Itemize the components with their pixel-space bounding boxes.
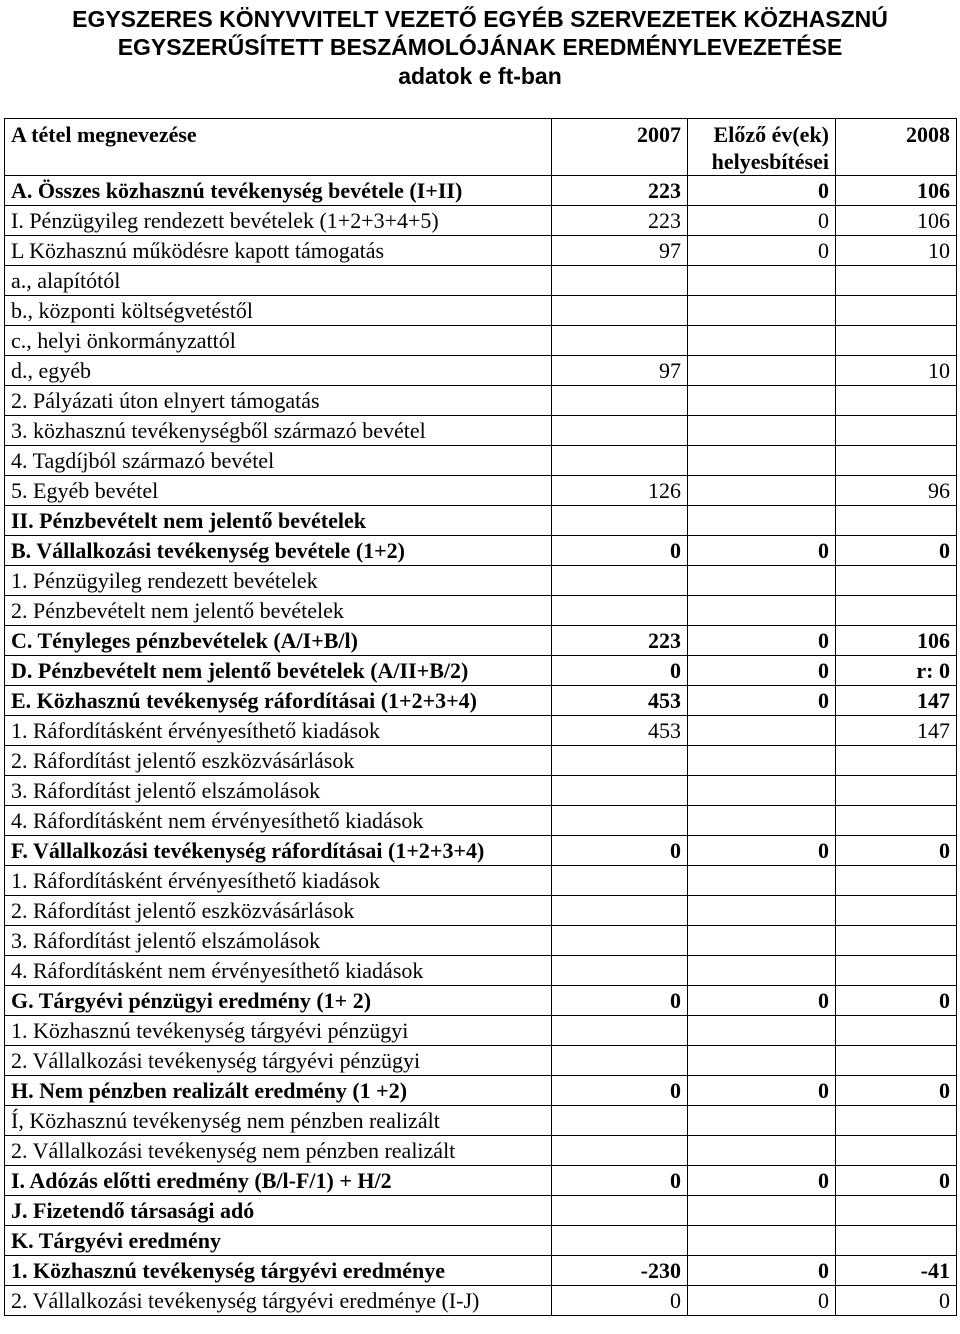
- table-row: [5, 1226, 957, 1256]
- value-corrections: [688, 896, 836, 926]
- value-2007: 0: [552, 836, 688, 866]
- value-corrections: [688, 326, 836, 356]
- row-label: 3. Ráfordítást jelentő elszámolások: [5, 776, 552, 806]
- value-2008: 0: [836, 986, 957, 1016]
- value-2008: [836, 1106, 957, 1136]
- value-2007: [552, 386, 688, 416]
- value-2007: 223: [552, 176, 688, 206]
- value-2008: 0: [836, 1286, 957, 1316]
- value-corrections: 0: [688, 176, 836, 206]
- row-label: b., központi költségvetéstől: [5, 296, 552, 326]
- row-label: C. Tényleges pénzbevételek (A/I+B/l): [5, 626, 552, 656]
- value-corrections: 0: [688, 626, 836, 656]
- value-2008: -41: [836, 1256, 957, 1286]
- table-row: [5, 356, 957, 386]
- value-corrections: 0: [688, 1286, 836, 1316]
- row-label: 4. Tagdíjból származó bevétel: [5, 446, 552, 476]
- report-title-line-2: EGYSZERŰSÍTETT BESZÁMOLÓJÁNAK EREDMÉNYLEVEZETÉSE: [117, 34, 843, 60]
- value-corrections: 0: [688, 656, 836, 686]
- value-2007: 453: [552, 716, 688, 746]
- table-row: [5, 1196, 957, 1226]
- row-label: I. Adózás előtti eredmény (B/l-F/1) + H/2: [5, 1166, 552, 1196]
- row-label: 2. Vállalkozási tevékenység tárgyévi eredménye (I-J): [5, 1286, 552, 1316]
- table-row: [5, 866, 957, 896]
- table-header-row: [5, 119, 957, 176]
- value-corrections: [688, 806, 836, 836]
- table-row: [5, 926, 957, 956]
- value-2008: [836, 296, 957, 326]
- table-row: [5, 386, 957, 416]
- row-label: 1. Ráfordításként érvényesíthető kiadások: [5, 866, 552, 896]
- table-row: [5, 686, 957, 716]
- row-label: H. Nem pénzben realizált eredmény (1 +2): [5, 1076, 552, 1106]
- value-2008: [836, 866, 957, 896]
- value-2008: [836, 326, 957, 356]
- value-2007: 0: [552, 1076, 688, 1106]
- value-2008: [836, 446, 957, 476]
- value-2008: 0: [836, 836, 957, 866]
- table-row: [5, 1076, 957, 1106]
- value-corrections: [688, 566, 836, 596]
- table-row: [5, 1136, 957, 1166]
- value-2008: [836, 386, 957, 416]
- table-row: [5, 296, 957, 326]
- report-title-line-1: EGYSZERES KÖNYVVITELT VEZETŐ EGYÉB SZERVEZETEK KÖZHASZNÚ: [72, 6, 888, 32]
- value-2008: [836, 566, 957, 596]
- value-2007: [552, 746, 688, 776]
- value-corrections: 0: [688, 236, 836, 266]
- table-row: [5, 956, 957, 986]
- value-2007: [552, 1106, 688, 1136]
- value-corrections: 0: [688, 1166, 836, 1196]
- table-row: [5, 446, 957, 476]
- value-2007: [552, 1196, 688, 1226]
- value-2008: 106: [836, 206, 957, 236]
- value-2008: [836, 896, 957, 926]
- row-label: J. Fizetendő társasági adó: [5, 1196, 552, 1226]
- table-row: [5, 326, 957, 356]
- table-row: [5, 836, 957, 866]
- value-corrections: 0: [688, 206, 836, 236]
- table-row: [5, 476, 957, 506]
- value-2007: [552, 266, 688, 296]
- value-corrections: [688, 956, 836, 986]
- value-2007: [552, 326, 688, 356]
- value-2007: [552, 596, 688, 626]
- value-corrections: [688, 1226, 836, 1256]
- value-corrections: [688, 746, 836, 776]
- row-label: 1. Pénzügyileg rendezett bevételek: [5, 566, 552, 596]
- row-label: d., egyéb: [5, 356, 552, 386]
- value-2007: 97: [552, 236, 688, 266]
- row-label: K. Tárgyévi eredmény: [5, 1226, 552, 1256]
- row-label: I. Pénzügyileg rendezett bevételek (1+2+3+4+5): [5, 206, 552, 236]
- value-2008: [836, 1226, 957, 1256]
- value-corrections: 0: [688, 1076, 836, 1106]
- value-corrections: [688, 296, 836, 326]
- value-2008: [836, 926, 957, 956]
- value-corrections: [688, 1046, 836, 1076]
- row-label: 1. Közhasznú tevékenység tárgyévi eredménye: [5, 1256, 552, 1286]
- value-2008: r: 0: [836, 656, 957, 686]
- value-2007: [552, 446, 688, 476]
- value-2008: [836, 1196, 957, 1226]
- row-label: 2. Ráfordítást jelentő eszközvásárlások: [5, 896, 552, 926]
- table-row: [5, 806, 957, 836]
- value-2008: 0: [836, 536, 957, 566]
- row-label: 2. Ráfordítást jelentő eszközvásárlások: [5, 746, 552, 776]
- value-2008: [836, 956, 957, 986]
- value-2007: [552, 506, 688, 536]
- table-row: [5, 1046, 957, 1076]
- value-2008: 0: [836, 1166, 957, 1196]
- value-corrections: [688, 506, 836, 536]
- table-row: [5, 176, 957, 206]
- column-header-corrections: Előző év(ek) helyesbítései: [688, 119, 836, 176]
- value-corrections: [688, 1136, 836, 1166]
- row-label: II. Pénzbevételt nem jelentő bevételek: [5, 506, 552, 536]
- table-row: [5, 1106, 957, 1136]
- value-corrections: [688, 866, 836, 896]
- table-row: [5, 986, 957, 1016]
- value-2007: [552, 566, 688, 596]
- table-row: [5, 1256, 957, 1286]
- row-label: a., alapítótól: [5, 266, 552, 296]
- value-2007: -230: [552, 1256, 688, 1286]
- value-2007: [552, 1226, 688, 1256]
- row-label: D. Pénzbevételt nem jelentő bevételek (A/II+B/2): [5, 656, 552, 686]
- value-2007: [552, 1016, 688, 1046]
- value-corrections: [688, 1016, 836, 1046]
- value-2008: [836, 1046, 957, 1076]
- value-2008: [836, 266, 957, 296]
- value-2008: 10: [836, 356, 957, 386]
- row-label: 4. Ráfordításként nem érvényesíthető kiadások: [5, 956, 552, 986]
- table-row: [5, 206, 957, 236]
- value-2007: 0: [552, 986, 688, 1016]
- row-label: 2. Vállalkozási tevékenység tárgyévi pénzügyi: [5, 1046, 552, 1076]
- value-corrections: [688, 416, 836, 446]
- value-2008: [836, 1136, 957, 1166]
- row-label: B. Vállalkozási tevékenység bevétele (1+2): [5, 536, 552, 566]
- value-2007: [552, 956, 688, 986]
- table-row: [5, 776, 957, 806]
- value-corrections: [688, 716, 836, 746]
- table-row: [5, 536, 957, 566]
- table-row: [5, 1286, 957, 1316]
- column-header-item-name: A tétel megnevezése: [5, 119, 552, 176]
- value-2007: [552, 1046, 688, 1076]
- table-row: [5, 656, 957, 686]
- value-corrections: [688, 266, 836, 296]
- income-statement-table: [4, 118, 957, 1316]
- table-row: [5, 506, 957, 536]
- value-2007: [552, 806, 688, 836]
- value-2008: [836, 806, 957, 836]
- value-corrections: [688, 1196, 836, 1226]
- value-corrections: 0: [688, 536, 836, 566]
- row-label: L Közhasznú működésre kapott támogatás: [5, 236, 552, 266]
- value-corrections: [688, 386, 836, 416]
- value-2007: 453: [552, 686, 688, 716]
- value-corrections: [688, 446, 836, 476]
- row-label: 3. közhasznú tevékenységből származó bevétel: [5, 416, 552, 446]
- value-2008: 96: [836, 476, 957, 506]
- table-row: [5, 626, 957, 656]
- value-2008: 106: [836, 176, 957, 206]
- value-corrections: [688, 476, 836, 506]
- value-2007: 0: [552, 1286, 688, 1316]
- value-2008: 10: [836, 236, 957, 266]
- row-label: E. Közhasznú tevékenység ráfordításai (1+2+3+4): [5, 686, 552, 716]
- value-2008: 0: [836, 1076, 957, 1106]
- column-header-2008: 2008: [836, 119, 957, 176]
- value-2008: [836, 776, 957, 806]
- value-2007: [552, 296, 688, 326]
- table-row: [5, 1016, 957, 1046]
- value-2008: 147: [836, 716, 957, 746]
- row-label: 2. Pályázati úton elnyert támogatás: [5, 386, 552, 416]
- row-label: 2. Pénzbevételt nem jelentő bevételek: [5, 596, 552, 626]
- table-row: [5, 746, 957, 776]
- row-label: A. Összes közhasznú tevékenység bevétele (I+II): [5, 176, 552, 206]
- row-label: c., helyi önkormányzattól: [5, 326, 552, 356]
- value-2007: 126: [552, 476, 688, 506]
- value-2007: 223: [552, 206, 688, 236]
- value-2007: [552, 896, 688, 926]
- value-2008: 147: [836, 686, 957, 716]
- value-2007: [552, 866, 688, 896]
- table-row: [5, 896, 957, 926]
- table-row: [5, 1166, 957, 1196]
- row-label: F. Vállalkozási tevékenység ráfordításai (1+2+3+4): [5, 836, 552, 866]
- table-row: [5, 266, 957, 296]
- value-corrections: [688, 776, 836, 806]
- table-row: [5, 716, 957, 746]
- value-2007: [552, 776, 688, 806]
- value-corrections: 0: [688, 836, 836, 866]
- value-corrections: [688, 926, 836, 956]
- row-label: 5. Egyéb bevétel: [5, 476, 552, 506]
- value-2007: 97: [552, 356, 688, 386]
- value-2007: [552, 416, 688, 446]
- report-unit-note: adatok e ft-ban: [398, 63, 562, 89]
- row-label: 2. Vállalkozási tevékenység nem pénzben realizált: [5, 1136, 552, 1166]
- value-corrections: [688, 1106, 836, 1136]
- row-label: 3. Ráfordítást jelentő elszámolások: [5, 926, 552, 956]
- value-corrections: 0: [688, 986, 836, 1016]
- value-corrections: [688, 356, 836, 386]
- table-row: [5, 236, 957, 266]
- value-2007: 0: [552, 536, 688, 566]
- row-label: Í, Közhasznú tevékenység nem pénzben realizált: [5, 1106, 552, 1136]
- table-row: [5, 416, 957, 446]
- table-row: [5, 596, 957, 626]
- value-corrections: 0: [688, 686, 836, 716]
- value-2008: [836, 416, 957, 446]
- value-2008: [836, 596, 957, 626]
- row-label: 1. Ráfordításként érvényesíthető kiadások: [5, 716, 552, 746]
- value-2008: [836, 1016, 957, 1046]
- value-2007: [552, 1136, 688, 1166]
- row-label: 4. Ráfordításként nem érvényesíthető kiadások: [5, 806, 552, 836]
- value-2007: [552, 926, 688, 956]
- value-2008: [836, 506, 957, 536]
- value-2007: 0: [552, 1166, 688, 1196]
- row-label: 1. Közhasznú tevékenység tárgyévi pénzügyi: [5, 1016, 552, 1046]
- row-label: G. Tárgyévi pénzügyi eredmény (1+ 2): [5, 986, 552, 1016]
- column-header-2007: 2007: [552, 119, 688, 176]
- value-2007: 0: [552, 656, 688, 686]
- value-2007: 223: [552, 626, 688, 656]
- table-row: [5, 566, 957, 596]
- value-2008: [836, 746, 957, 776]
- value-2008: 106: [836, 626, 957, 656]
- value-corrections: [688, 596, 836, 626]
- value-corrections: 0: [688, 1256, 836, 1286]
